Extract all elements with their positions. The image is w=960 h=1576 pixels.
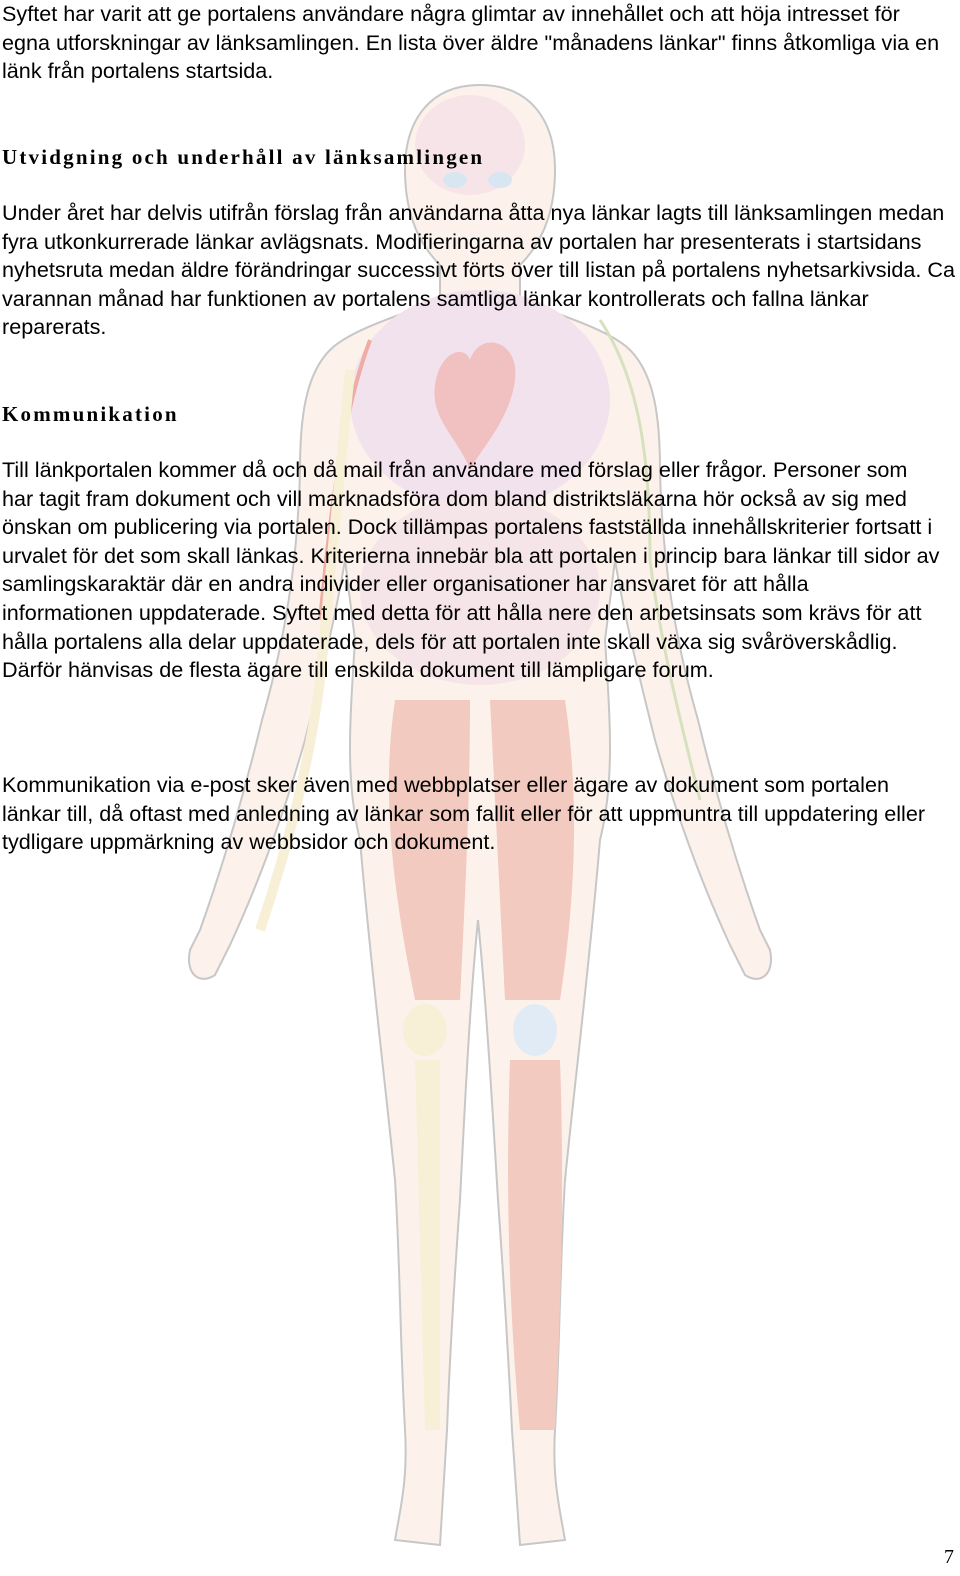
eye-left-shape: [443, 172, 467, 188]
right-knee-shape: [513, 1004, 557, 1056]
left-knee-shape: [403, 1004, 447, 1056]
section-heading-kommunikation: Kommunikation: [2, 402, 179, 426]
kommunikation-paragraph-1: Till länkportalen kommer då och då mail från användare med förslag eller frågor. Personer som har tagit fram dokument och vill marknadsföra dom bland distriktsläkarna hör också av sig med önskan om publicering via portalen. Dock tillämpas portalens fastställda innehållskriterier fortsatt i urvalet för det som skall länkas. Kriterierna innebär bla att portalen i princip bara länkar till sidor av samlingskaraktär där en andra individer eller organisationer har ansvaret för att hålla informationen uppdaterade. Syftet med detta för att hålla nere den arbetsinsats som krävs för att hålla portalens alla delar uppdaterade, dels för att portalen inte skall växa sig svåröverskådlig. Därför hänvisas de flesta ägare till enskilda dokument till lämpligare forum.: [2, 457, 940, 683]
page-number: 7: [944, 1546, 954, 1568]
utvidgning-paragraph: Under året har delvis utifrån förslag från användarna åtta nya länkar lagts till länksamlingen medan fyra utkonkurrerade länkar avlägsnats. Modifieringarna av portalen har presenterats i startsidans nyhetsruta medan äldre förändringar successivt förts över till listan på portalens nyhetsarkivsida. Ca varannan månad har funktionen av portalens samtliga länkar kontrollerats och fallna länkar reparerats.: [2, 200, 955, 340]
eye-right-shape: [488, 172, 512, 188]
kommunikation-paragraph-2: Kommunikation via e-post sker även med webbplatser eller ägare av dokument som portalen länkar till, då oftast med anledning av länkar som fallit eller för att uppmuntra till uppdatering eller tydligare uppmärkning av webbsidor och dokument.: [2, 772, 926, 855]
right-shin-muscle: [508, 1060, 562, 1430]
intro-paragraph: Syftet har varit att ge portalens användare några glimtar av innehållet och att höja intresset för egna utforskningar av länksamlingen. En lista över äldre "månadens länkar" finns åtkomliga via en länk från portalens startsida.: [2, 1, 940, 84]
section-heading-utvidgning: Utvidgning och underhåll av länksamlingen: [2, 145, 485, 169]
